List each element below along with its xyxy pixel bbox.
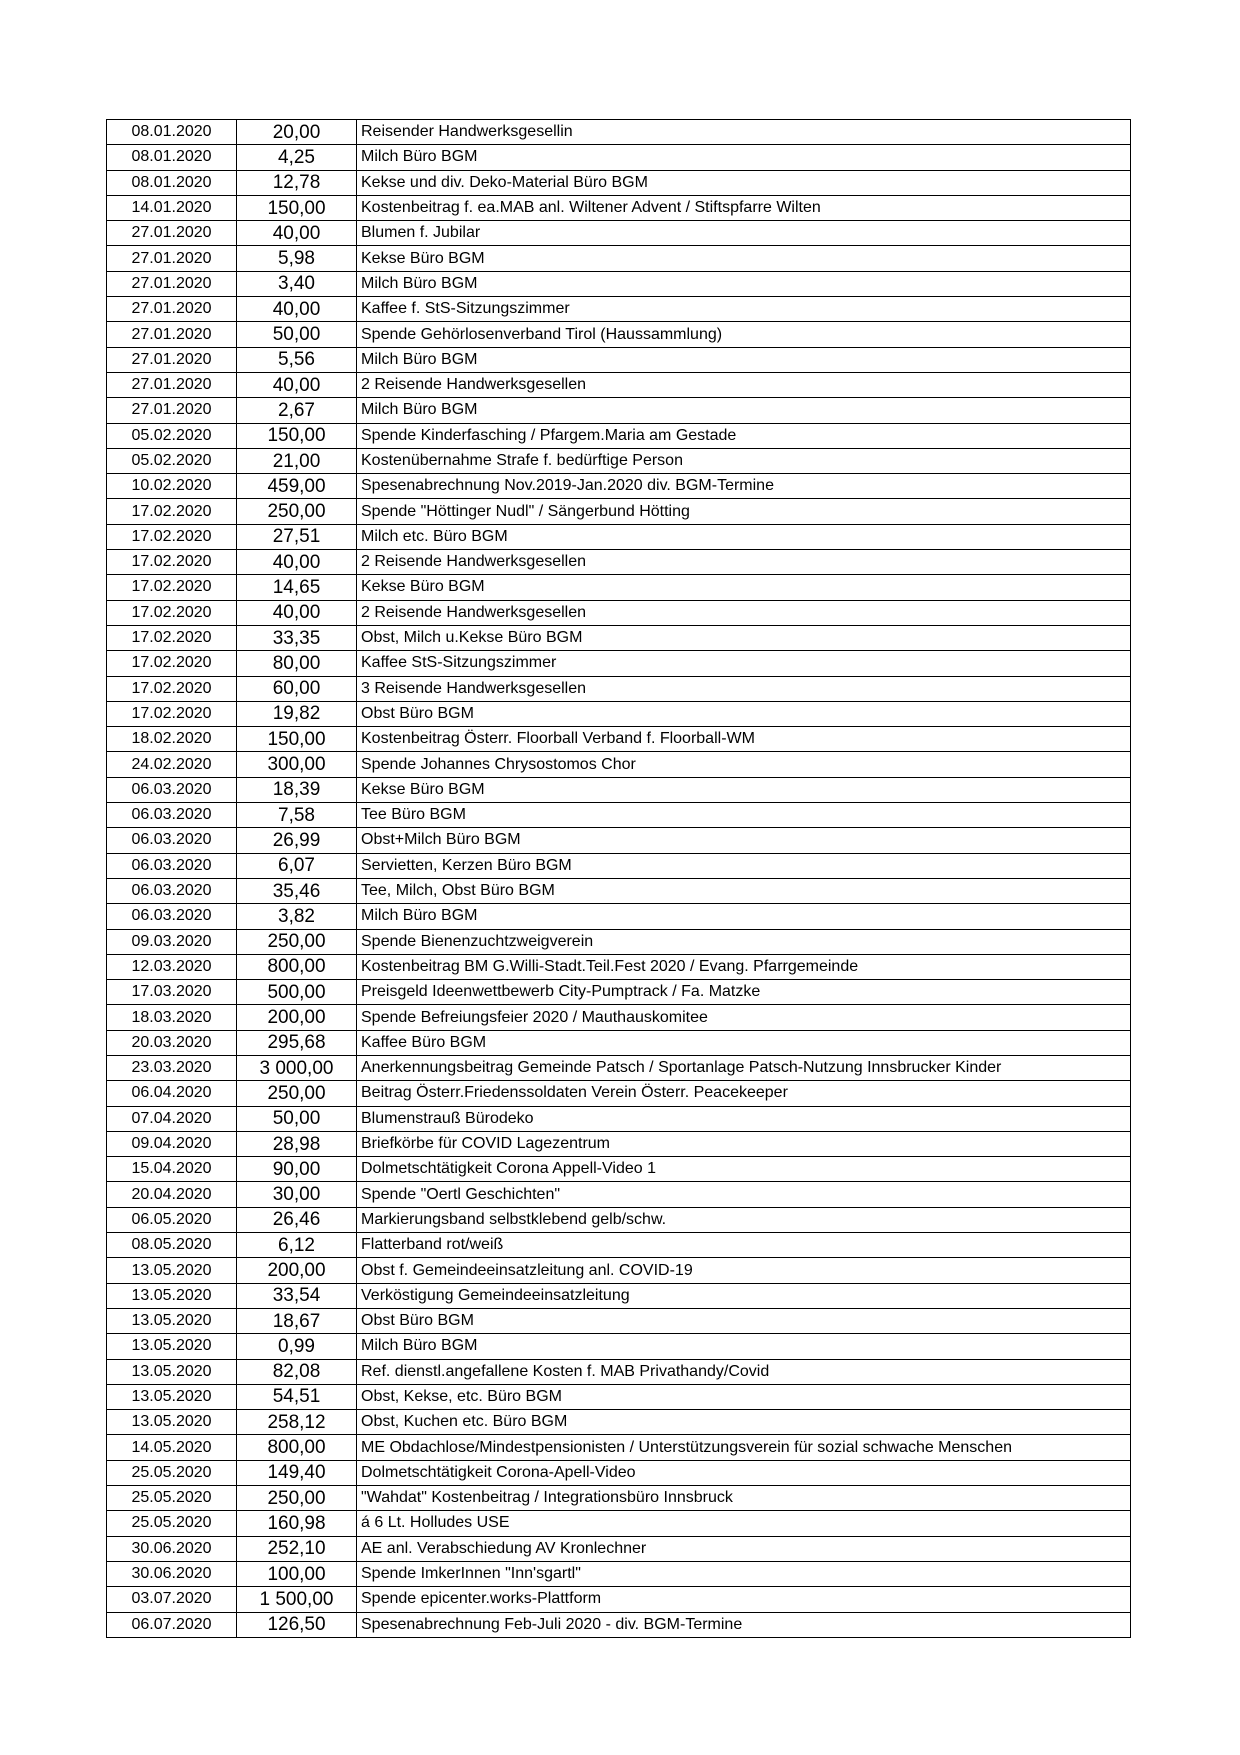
- table-row: [107, 474, 1131, 499]
- amount-cell: 250,00: [237, 1486, 357, 1511]
- description-cell: Kekse Büro BGM: [357, 246, 1131, 271]
- amount-cell: 20,00: [237, 120, 357, 145]
- date-cell: 13.05.2020: [107, 1283, 237, 1308]
- amount-cell: 18,39: [237, 777, 357, 802]
- date-cell: 05.02.2020: [107, 448, 237, 473]
- description-cell: 2 Reisende Handwerksgesellen: [357, 372, 1131, 397]
- amount-cell: 295,68: [237, 1030, 357, 1055]
- description-cell: Anerkennungsbeitrag Gemeinde Patsch / Sportanlage Patsch-Nutzung Innsbrucker Kinder: [357, 1055, 1131, 1080]
- description-cell: Spende Bienenzuchtzweigverein: [357, 929, 1131, 954]
- table-row: [107, 1460, 1131, 1485]
- amount-cell: 800,00: [237, 954, 357, 979]
- date-cell: 06.03.2020: [107, 878, 237, 903]
- description-cell: á 6 Lt. Holludes USE: [357, 1511, 1131, 1536]
- amount-cell: 200,00: [237, 1258, 357, 1283]
- table-row: [107, 1030, 1131, 1055]
- date-cell: 06.03.2020: [107, 904, 237, 929]
- amount-cell: 19,82: [237, 701, 357, 726]
- amount-cell: 40,00: [237, 221, 357, 246]
- table-row: [107, 1486, 1131, 1511]
- amount-cell: 12,78: [237, 170, 357, 195]
- description-cell: Obst+Milch Büro BGM: [357, 828, 1131, 853]
- description-cell: 2 Reisende Handwerksgesellen: [357, 600, 1131, 625]
- table-row: [107, 1587, 1131, 1612]
- table-row: [107, 1334, 1131, 1359]
- table-row: [107, 170, 1131, 195]
- date-cell: 13.05.2020: [107, 1308, 237, 1333]
- amount-cell: 800,00: [237, 1435, 357, 1460]
- description-cell: 3 Reisende Handwerksgesellen: [357, 676, 1131, 701]
- date-cell: 27.01.2020: [107, 398, 237, 423]
- description-cell: Preisgeld Ideenwettbewerb City-Pumptrack / Fa. Matzke: [357, 980, 1131, 1005]
- date-cell: 09.04.2020: [107, 1131, 237, 1156]
- date-cell: 14.01.2020: [107, 195, 237, 220]
- date-cell: 08.05.2020: [107, 1233, 237, 1258]
- amount-cell: 7,58: [237, 803, 357, 828]
- date-cell: 27.01.2020: [107, 297, 237, 322]
- table-row: [107, 372, 1131, 397]
- description-cell: Tee, Milch, Obst Büro BGM: [357, 878, 1131, 903]
- date-cell: 27.01.2020: [107, 372, 237, 397]
- table-row: [107, 1384, 1131, 1409]
- amount-cell: 40,00: [237, 550, 357, 575]
- amount-cell: 33,35: [237, 625, 357, 650]
- table-row: [107, 853, 1131, 878]
- amount-cell: 149,40: [237, 1460, 357, 1485]
- amount-cell: 0,99: [237, 1334, 357, 1359]
- description-cell: Kekse und div. Deko-Material Büro BGM: [357, 170, 1131, 195]
- description-cell: Blumenstrauß Bürodeko: [357, 1106, 1131, 1131]
- description-cell: Kekse Büro BGM: [357, 575, 1131, 600]
- description-cell: Obst, Milch u.Kekse Büro BGM: [357, 625, 1131, 650]
- table-row: [107, 423, 1131, 448]
- table-row: [107, 600, 1131, 625]
- amount-cell: 150,00: [237, 195, 357, 220]
- description-cell: Tee Büro BGM: [357, 803, 1131, 828]
- amount-cell: 18,67: [237, 1308, 357, 1333]
- date-cell: 27.01.2020: [107, 221, 237, 246]
- date-cell: 06.03.2020: [107, 853, 237, 878]
- amount-cell: 500,00: [237, 980, 357, 1005]
- date-cell: 06.07.2020: [107, 1612, 237, 1637]
- table-row: [107, 1435, 1131, 1460]
- date-cell: 27.01.2020: [107, 347, 237, 372]
- description-cell: Milch Büro BGM: [357, 347, 1131, 372]
- table-row: [107, 727, 1131, 752]
- date-cell: 06.03.2020: [107, 828, 237, 853]
- date-cell: 24.02.2020: [107, 752, 237, 777]
- date-cell: 30.06.2020: [107, 1561, 237, 1586]
- amount-cell: 258,12: [237, 1410, 357, 1435]
- amount-cell: 160,98: [237, 1511, 357, 1536]
- date-cell: 17.02.2020: [107, 651, 237, 676]
- table-row: [107, 1233, 1131, 1258]
- amount-cell: 40,00: [237, 600, 357, 625]
- amount-cell: 250,00: [237, 1081, 357, 1106]
- amount-cell: 35,46: [237, 878, 357, 903]
- description-cell: Blumen f. Jubilar: [357, 221, 1131, 246]
- amount-cell: 30,00: [237, 1182, 357, 1207]
- table-row: [107, 1612, 1131, 1637]
- description-cell: Markierungsband selbstklebend gelb/schw.: [357, 1207, 1131, 1232]
- amount-cell: 82,08: [237, 1359, 357, 1384]
- amount-cell: 252,10: [237, 1536, 357, 1561]
- ledger-body: [107, 120, 1131, 1638]
- table-row: [107, 1182, 1131, 1207]
- amount-cell: 3,40: [237, 271, 357, 296]
- amount-cell: 150,00: [237, 423, 357, 448]
- description-cell: Beitrag Österr.Friedenssoldaten Verein Österr. Peacekeeper: [357, 1081, 1131, 1106]
- date-cell: 13.05.2020: [107, 1334, 237, 1359]
- table-row: [107, 448, 1131, 473]
- date-cell: 08.01.2020: [107, 120, 237, 145]
- description-cell: Kaffee f. StS-Sitzungszimmer: [357, 297, 1131, 322]
- amount-cell: 4,25: [237, 145, 357, 170]
- description-cell: Spende Gehörlosenverband Tirol (Haussammlung): [357, 322, 1131, 347]
- date-cell: 14.05.2020: [107, 1435, 237, 1460]
- description-cell: Flatterband rot/weiß: [357, 1233, 1131, 1258]
- amount-cell: 50,00: [237, 1106, 357, 1131]
- date-cell: 10.02.2020: [107, 474, 237, 499]
- table-row: [107, 1536, 1131, 1561]
- date-cell: 23.03.2020: [107, 1055, 237, 1080]
- amount-cell: 40,00: [237, 297, 357, 322]
- date-cell: 17.02.2020: [107, 701, 237, 726]
- description-cell: ME Obdachlose/Mindestpensionisten / Unterstützungsverein für sozial schwache Menschen: [357, 1435, 1131, 1460]
- table-row: [107, 271, 1131, 296]
- amount-cell: 50,00: [237, 322, 357, 347]
- amount-cell: 21,00: [237, 448, 357, 473]
- description-cell: Kostenbeitrag f. ea.MAB anl. Wiltener Advent / Stiftspfarre Wilten: [357, 195, 1131, 220]
- amount-cell: 60,00: [237, 676, 357, 701]
- description-cell: Milch Büro BGM: [357, 904, 1131, 929]
- date-cell: 25.05.2020: [107, 1486, 237, 1511]
- description-cell: Kekse Büro BGM: [357, 777, 1131, 802]
- amount-cell: 5,98: [237, 246, 357, 271]
- description-cell: Spende Johannes Chrysostomos Chor: [357, 752, 1131, 777]
- date-cell: 20.04.2020: [107, 1182, 237, 1207]
- description-cell: Milch Büro BGM: [357, 398, 1131, 423]
- date-cell: 06.05.2020: [107, 1207, 237, 1232]
- description-cell: Milch Büro BGM: [357, 145, 1131, 170]
- amount-cell: 54,51: [237, 1384, 357, 1409]
- table-row: [107, 120, 1131, 145]
- date-cell: 20.03.2020: [107, 1030, 237, 1055]
- table-row: [107, 904, 1131, 929]
- description-cell: Obst, Kekse, etc. Büro BGM: [357, 1384, 1131, 1409]
- table-row: [107, 954, 1131, 979]
- amount-cell: 126,50: [237, 1612, 357, 1637]
- table-row: [107, 297, 1131, 322]
- amount-cell: 3 000,00: [237, 1055, 357, 1080]
- description-cell: Verköstigung Gemeindeeinsatzleitung: [357, 1283, 1131, 1308]
- amount-cell: 150,00: [237, 727, 357, 752]
- table-row: [107, 752, 1131, 777]
- table-row: [107, 1081, 1131, 1106]
- table-row: [107, 1106, 1131, 1131]
- date-cell: 25.05.2020: [107, 1511, 237, 1536]
- description-cell: Dolmetschtätigkeit Corona Appell-Video 1: [357, 1157, 1131, 1182]
- amount-cell: 5,56: [237, 347, 357, 372]
- description-cell: Spesenabrechnung Feb-Juli 2020 - div. BGM-Termine: [357, 1612, 1131, 1637]
- table-row: [107, 246, 1131, 271]
- table-row: [107, 195, 1131, 220]
- date-cell: 27.01.2020: [107, 271, 237, 296]
- amount-cell: 27,51: [237, 524, 357, 549]
- date-cell: 17.02.2020: [107, 625, 237, 650]
- date-cell: 30.06.2020: [107, 1536, 237, 1561]
- description-cell: Briefkörbe für COVID Lagezentrum: [357, 1131, 1131, 1156]
- amount-cell: 459,00: [237, 474, 357, 499]
- description-cell: Kostenbeitrag BM G.Willi-Stadt.Teil.Fest 2020 / Evang. Pfarrgemeinde: [357, 954, 1131, 979]
- amount-cell: 80,00: [237, 651, 357, 676]
- table-row: [107, 1131, 1131, 1156]
- description-cell: Spesenabrechnung Nov.2019-Jan.2020 div. BGM-Termine: [357, 474, 1131, 499]
- date-cell: 06.03.2020: [107, 777, 237, 802]
- table-row: [107, 322, 1131, 347]
- amount-cell: 33,54: [237, 1283, 357, 1308]
- date-cell: 05.02.2020: [107, 423, 237, 448]
- table-row: [107, 1511, 1131, 1536]
- amount-cell: 14,65: [237, 575, 357, 600]
- description-cell: Reisender Handwerksgesellin: [357, 120, 1131, 145]
- table-row: [107, 1157, 1131, 1182]
- table-row: [107, 828, 1131, 853]
- table-row: [107, 499, 1131, 524]
- date-cell: 17.02.2020: [107, 600, 237, 625]
- description-cell: Obst, Kuchen etc. Büro BGM: [357, 1410, 1131, 1435]
- amount-cell: 1 500,00: [237, 1587, 357, 1612]
- table-row: [107, 221, 1131, 246]
- description-cell: Milch Büro BGM: [357, 271, 1131, 296]
- table-row: [107, 1561, 1131, 1586]
- date-cell: 08.01.2020: [107, 145, 237, 170]
- table-row: [107, 980, 1131, 1005]
- date-cell: 13.05.2020: [107, 1258, 237, 1283]
- table-row: [107, 701, 1131, 726]
- description-cell: Dolmetschtätigkeit Corona-Apell-Video: [357, 1460, 1131, 1485]
- date-cell: 08.01.2020: [107, 170, 237, 195]
- table-row: [107, 398, 1131, 423]
- table-row: [107, 1308, 1131, 1333]
- amount-cell: 90,00: [237, 1157, 357, 1182]
- amount-cell: 250,00: [237, 929, 357, 954]
- description-cell: AE anl. Verabschiedung AV Kronlechner: [357, 1536, 1131, 1561]
- description-cell: Obst Büro BGM: [357, 1308, 1131, 1333]
- table-row: [107, 524, 1131, 549]
- date-cell: 13.05.2020: [107, 1384, 237, 1409]
- amount-cell: 300,00: [237, 752, 357, 777]
- date-cell: 17.02.2020: [107, 550, 237, 575]
- date-cell: 17.02.2020: [107, 575, 237, 600]
- amount-cell: 6,07: [237, 853, 357, 878]
- date-cell: 17.03.2020: [107, 980, 237, 1005]
- description-cell: Obst f. Gemeindeeinsatzleitung anl. COVID-19: [357, 1258, 1131, 1283]
- amount-cell: 200,00: [237, 1005, 357, 1030]
- date-cell: 07.04.2020: [107, 1106, 237, 1131]
- table-row: [107, 1283, 1131, 1308]
- amount-cell: 2,67: [237, 398, 357, 423]
- description-cell: Milch Büro BGM: [357, 1334, 1131, 1359]
- description-cell: Spende ImkerInnen "Inn'sgartl": [357, 1561, 1131, 1586]
- description-cell: Kostenbeitrag Österr. Floorball Verband f. Floorball-WM: [357, 727, 1131, 752]
- description-cell: Ref. dienstl.angefallene Kosten f. MAB Privathandy/Covid: [357, 1359, 1131, 1384]
- date-cell: 13.05.2020: [107, 1410, 237, 1435]
- table-row: [107, 1258, 1131, 1283]
- amount-cell: 26,46: [237, 1207, 357, 1232]
- description-cell: Kaffee StS-Sitzungszimmer: [357, 651, 1131, 676]
- amount-cell: 100,00: [237, 1561, 357, 1586]
- description-cell: Spende Befreiungsfeier 2020 / Mauthauskomitee: [357, 1005, 1131, 1030]
- date-cell: 27.01.2020: [107, 246, 237, 271]
- table-row: [107, 145, 1131, 170]
- date-cell: 17.02.2020: [107, 676, 237, 701]
- description-cell: Obst Büro BGM: [357, 701, 1131, 726]
- table-row: [107, 878, 1131, 903]
- date-cell: 17.02.2020: [107, 524, 237, 549]
- table-row: [107, 1055, 1131, 1080]
- amount-cell: 3,82: [237, 904, 357, 929]
- description-cell: Spende Kinderfasching / Pfargem.Maria am Gestade: [357, 423, 1131, 448]
- table-row: [107, 929, 1131, 954]
- date-cell: 09.03.2020: [107, 929, 237, 954]
- table-row: [107, 347, 1131, 372]
- amount-cell: 6,12: [237, 1233, 357, 1258]
- date-cell: 27.01.2020: [107, 322, 237, 347]
- description-cell: Kostenübernahme Strafe f. bedürftige Person: [357, 448, 1131, 473]
- table-row: [107, 676, 1131, 701]
- table-row: [107, 575, 1131, 600]
- date-cell: 03.07.2020: [107, 1587, 237, 1612]
- table-row: [107, 1410, 1131, 1435]
- description-cell: Servietten, Kerzen Büro BGM: [357, 853, 1131, 878]
- date-cell: 06.04.2020: [107, 1081, 237, 1106]
- amount-cell: 26,99: [237, 828, 357, 853]
- amount-cell: 28,98: [237, 1131, 357, 1156]
- amount-cell: 250,00: [237, 499, 357, 524]
- description-cell: Kaffee Büro BGM: [357, 1030, 1131, 1055]
- date-cell: 18.02.2020: [107, 727, 237, 752]
- description-cell: Milch etc. Büro BGM: [357, 524, 1131, 549]
- date-cell: 17.02.2020: [107, 499, 237, 524]
- table-row: [107, 777, 1131, 802]
- description-cell: 2 Reisende Handwerksgesellen: [357, 550, 1131, 575]
- expense-ledger-table: [106, 119, 1131, 1638]
- table-row: [107, 1005, 1131, 1030]
- table-row: [107, 550, 1131, 575]
- date-cell: 25.05.2020: [107, 1460, 237, 1485]
- amount-cell: 40,00: [237, 372, 357, 397]
- date-cell: 06.03.2020: [107, 803, 237, 828]
- date-cell: 12.03.2020: [107, 954, 237, 979]
- table-row: [107, 1207, 1131, 1232]
- date-cell: 18.03.2020: [107, 1005, 237, 1030]
- date-cell: 13.05.2020: [107, 1359, 237, 1384]
- description-cell: "Wahdat" Kostenbeitrag / Integrationsbüro Innsbruck: [357, 1486, 1131, 1511]
- description-cell: Spende "Oertl Geschichten": [357, 1182, 1131, 1207]
- description-cell: Spende epicenter.works-Plattform: [357, 1587, 1131, 1612]
- date-cell: 15.04.2020: [107, 1157, 237, 1182]
- description-cell: Spende "Höttinger Nudl" / Sängerbund Hötting: [357, 499, 1131, 524]
- table-row: [107, 651, 1131, 676]
- table-row: [107, 1359, 1131, 1384]
- table-row: [107, 803, 1131, 828]
- table-row: [107, 625, 1131, 650]
